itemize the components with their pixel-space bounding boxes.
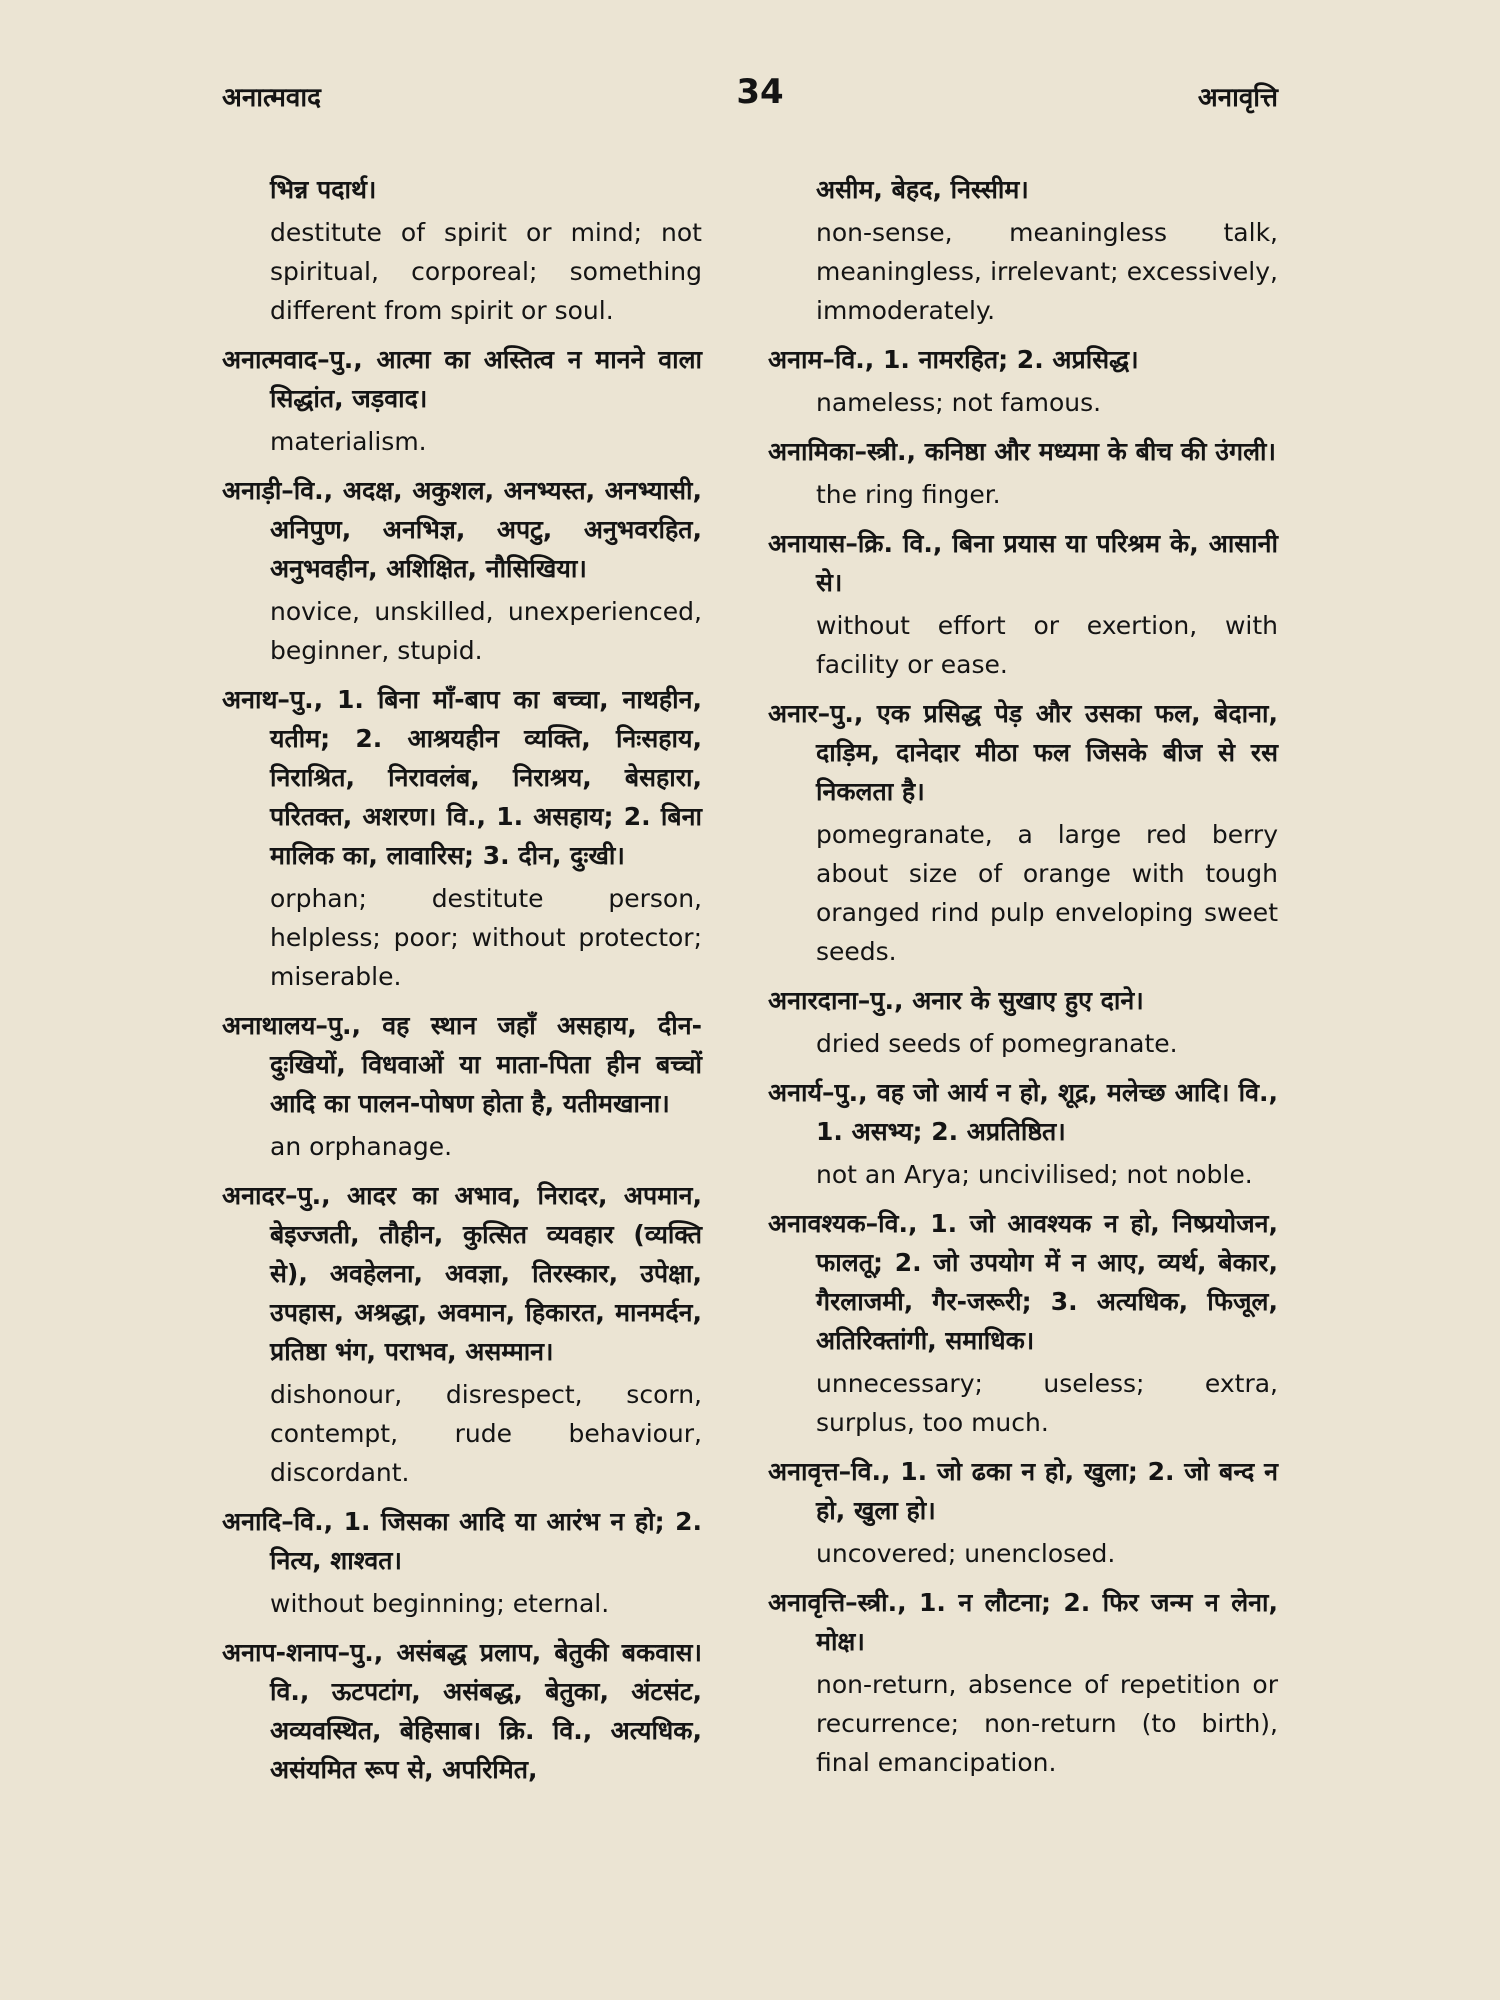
entry-hindi [768,1452,1278,1530]
running-head-right: अनावृत्ति [1197,83,1278,113]
headword: अनादर–पु., [222,1181,331,1210]
dictionary-entry [222,1176,702,1492]
entry-hindi [768,432,1278,471]
entry-hindi [222,1006,702,1123]
entry-hindi [768,340,1278,379]
dictionary-entry [222,1502,702,1623]
headword: अनावृत्त–वि., [768,1457,891,1486]
entry-definition: वह जो आर्य न हो, शूद्र, मलेच्छ आदि। वि., 1. असभ्य; 2. अप्रतिष्ठित। [816,1078,1278,1146]
dictionary-entry [222,1006,702,1166]
entry-english: nameless; not famous. [816,388,1102,417]
entry-definition: अदक्ष, अकुशल, अनभ्यस्त, अनभ्यासी, अनिपुण, अनभिज्ञ, अपटु, अनुभवरहित, अनुभवहीन, अशिक्षित, नौसिखिया। [270,476,702,583]
entry-english: pomegranate, a large red berry about size of orange with tough oranged rind pulp enveloping sweet seeds. [816,820,1278,966]
entry-english: without beginning; eternal. [270,1589,610,1618]
entry-english: materialism. [270,427,427,456]
headword: अनावश्यक–वि., [768,1209,918,1238]
entry-hindi [222,1176,702,1371]
entry-definition: 1. जो आवश्यक न हो, निष्प्रयोजन, फालतू; 2. जो उपयोग में न आए, व्यर्थ, बेकार, गैरलाजमी, गैर-जरूरी; 3. अत्यधिक, फिजूल, अतिरिक्तांगी, समाधिक। [816,1209,1278,1355]
entry-hindi [768,1204,1278,1360]
headword: अनाथालय–पु., [222,1011,362,1040]
entry-english: unnecessary; useless; extra, surplus, too much. [816,1369,1278,1437]
entry-english: dried seeds of pomegranate. [816,1029,1178,1058]
entry-english: not an Arya; uncivilised; not noble. [816,1160,1253,1189]
entry-definition: 1. नामरहित; 2. अप्रसिद्ध। [874,345,1139,374]
dictionary-entry [768,1204,1278,1442]
entry-definition: 1. बिना माँ-बाप का बच्चा, नाथहीन, यतीम; 2. आश्रयहीन व्यक्ति, निःसहाय, निराश्रित, निरावलंब, निराश्रय, बेसहारा, परितक्त, अशरण। वि., 1. असहाय; 2. बिना मालिक का, लावारिस; 3. दीन, दुःखी। [270,685,702,870]
entry-english: without effort or exertion, with facility or ease. [816,611,1278,679]
entry-definition: वह स्थान जहाँ असहाय, दीन-दुःखियों, विधवाओं या माता-पिता हीन बच्चों आदि का पालन-पोषण होता है, यतीमखाना। [270,1011,702,1118]
dictionary-entry [222,680,702,996]
entry-hindi-continued: असीम, बेहद, निस्सीम। [816,175,1029,204]
headword: अनार–पु., [768,699,864,728]
entry-english: non-sense, meaningless talk, meaningless, irrelevant; excessively, immoderately. [816,218,1278,325]
dictionary-entry [768,1073,1278,1194]
headword: अनाथ–पु., [222,685,324,714]
entry-hindi [222,680,702,875]
entry-definition: 1. जो ढका न हो, खुला; 2. जो बन्द न हो, खुला हो। [816,1457,1278,1525]
running-head-left: अनात्मवाद [222,83,321,113]
entry-english: non-return, absence of repetition or recurrence; non-return (to birth), final emancipation. [816,1670,1278,1777]
entry-hindi [222,1633,702,1789]
entry-english: uncovered; unenclosed. [816,1539,1116,1568]
entry-english: destitute of spirit or mind; not spiritual, corporeal; something different from spirit or soul. [270,218,702,325]
entry-hindi [768,694,1278,811]
headword: अनावृत्ति–स्त्री., [768,1588,907,1617]
headword: अनाप-शनाप–पु., [222,1638,384,1667]
dictionary-entry [222,340,702,461]
entry-definition: अनार के सुखाए हुए दाने। [903,986,1144,1015]
left-column [222,170,702,1799]
headword: अनात्मवाद–पु., [222,345,363,374]
entry-definition: 1. जिसका आदि या आरंभ न हो; 2. नित्य, शाश्वत। [270,1507,702,1575]
entry-english: orphan; destitute person, helpless; poor; without protector; miserable. [270,884,702,991]
dictionary-entry [222,170,702,330]
headword: अनारदाना–पु., [768,986,904,1015]
entry-hindi [222,340,702,418]
dictionary-entry [768,1583,1278,1782]
right-column [768,170,1278,1792]
headword: अनायास–क्रि. वि., [768,529,943,558]
dictionary-entry [768,524,1278,684]
entry-definition: आदर का अभाव, निरादर, अपमान, बेइज्जती, तौहीन, कुत्सित व्यवहार (व्यक्ति से), अवहेलना, अवज्ञा, तिरस्कार, उपेक्षा, उपहास, अश्रद्धा, अवमान, हिकारत, मानमर्दन, प्रतिष्ठा भंग, पराभव, असम्मान। [270,1181,702,1366]
entry-hindi [768,1073,1278,1151]
headword: अनाम–वि., [768,345,875,374]
dictionary-entry [768,170,1278,330]
entry-hindi [768,1583,1278,1661]
dictionary-entry [222,471,702,670]
headword: अनार्य–पु., [768,1078,868,1107]
headword: अनामिका–स्त्री., [768,437,917,466]
headword: अनादि–वि., [222,1507,334,1536]
entry-hindi [222,471,702,588]
page-number: 34 [736,72,784,112]
entry-definition: बिना प्रयास या परिश्रम के, आसानी से। [816,529,1278,597]
entry-definition: आत्मा का अस्तित्व न मानने वाला सिद्धांत, जड़वाद। [270,345,702,413]
dictionary-entry [768,1452,1278,1573]
dictionary-entry [222,1633,702,1789]
entry-english: dishonour, disrespect, scorn, contempt, rude behaviour, discordant. [270,1380,702,1487]
entry-hindi [768,524,1278,602]
entry-english: novice, unskilled, unexperienced, beginner, stupid. [270,597,702,665]
headword: अनाड़ी–वि., [222,476,334,505]
dictionary-entry [768,432,1278,514]
entry-definition: असंबद्ध प्रलाप, बेतुकी बकवास। वि., ऊटपटांग, असंबद्ध, बेतुका, अंटसंट, अव्यवस्थित, बेहिसाब। क्रि. वि., अत्यधिक, असंयमित रूप से, अपरिमित, [270,1638,702,1784]
entry-definition: कनिष्ठा और मध्यमा के बीच की उंगली। [916,437,1276,466]
dictionary-entry [768,340,1278,422]
entry-english: the ring finger. [816,480,1001,509]
dictionary-entry [768,981,1278,1063]
entry-hindi-continued: भिन्न पदार्थ। [270,175,377,204]
entry-definition: एक प्रसिद्ध पेड़ और उसका फल, बेदाना, दाड़िम, दानेदार मीठा फल जिसके बीज से रस निकलता है। [816,699,1278,806]
entry-hindi [222,1502,702,1580]
entry-english: an orphanage. [270,1132,453,1161]
entry-hindi [768,981,1278,1020]
dictionary-entry [768,694,1278,971]
entry-definition: 1. न लौटना; 2. फिर जन्म न लेना, मोक्ष। [816,1588,1278,1656]
